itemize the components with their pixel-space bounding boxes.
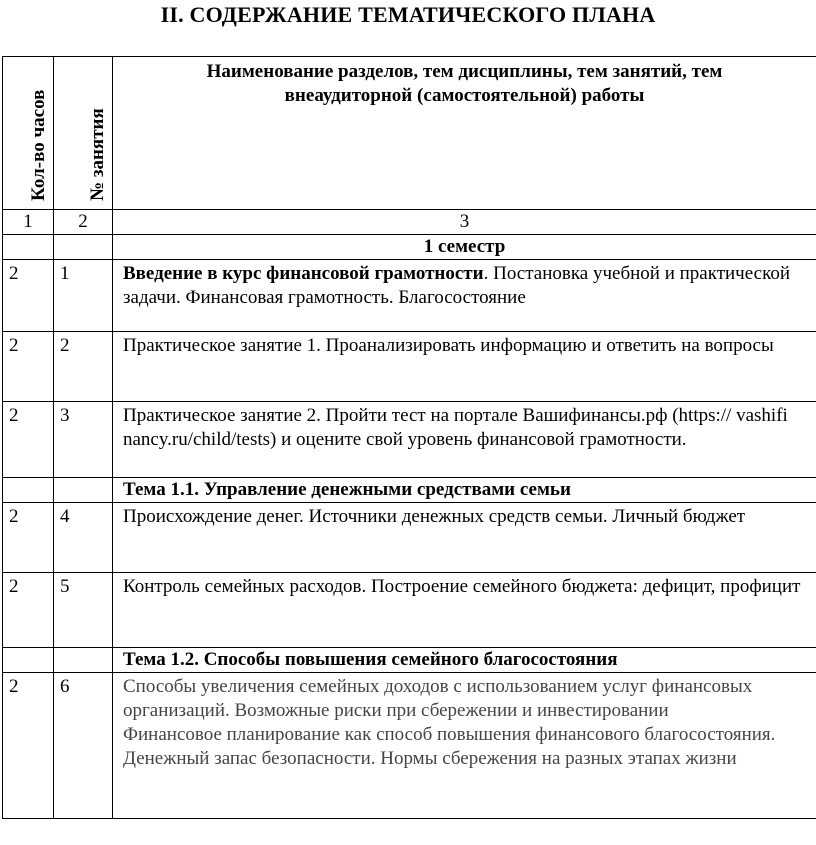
- table-row: [3, 332, 816, 402]
- row-hours: 2: [3, 402, 54, 478]
- theme-title: Тема 1.1. Управление денежными средствами семьи: [113, 478, 816, 503]
- theme-row: [3, 648, 816, 673]
- header-name: Наименование разделов, тем дисциплины, тем занятий, тем внеаудиторной (самостоятельной) работы: [206, 61, 723, 106]
- semester-row: [3, 235, 816, 260]
- row-topic-part-a: Способы увеличения семейных доходов с использованием услуг финансовых организаций. Возможные риски при сбережении и инвестировании: [123, 676, 753, 721]
- row-hours: 2: [3, 503, 54, 573]
- row-topic: Происхождение денег. Источники денежных средств семьи. Личный бюджет: [113, 503, 816, 573]
- row-hours: 2: [3, 332, 54, 402]
- column-number-row: [3, 210, 816, 235]
- header-hours: Кол-во часов: [28, 89, 49, 201]
- row-hours: 2: [3, 573, 54, 648]
- header-row: [3, 57, 816, 210]
- row-topic: [113, 260, 816, 332]
- column-number: 2: [54, 210, 113, 235]
- row-lesson-number: 2: [54, 332, 113, 402]
- row-lesson-number: 5: [54, 573, 113, 648]
- column-number: 1: [3, 210, 54, 235]
- page-title: II. СОДЕРЖАНИЕ ТЕМАТИЧЕСКОГО ПЛАНА: [160, 2, 656, 27]
- table-row: [3, 402, 816, 478]
- row-topic: Контроль семейных расходов. Построение семейного бюджета: дефицит, профицит: [113, 573, 816, 648]
- row-lesson-number: 1: [54, 260, 113, 332]
- row-hours: 2: [3, 673, 54, 819]
- row-lesson-number: 6: [54, 673, 113, 819]
- row-lesson-number: 3: [54, 402, 113, 478]
- header-hours-cell: [3, 57, 54, 210]
- table-row: [3, 673, 816, 819]
- header-name-cell: [113, 57, 816, 210]
- thematic-plan-table: [2, 56, 816, 819]
- semester-label: 1 семестр: [113, 235, 816, 260]
- header-lesson-cell: [54, 57, 113, 210]
- row-topic-text: . Постановка учебной и практической задачи. Финансовая грамотность. Благосостояние: [123, 263, 790, 308]
- table-row: [3, 573, 816, 648]
- row-topic: Практическое занятие 2. Пройти тест на портале Вашифинансы.рф (https:// vashifi nancy.ru/child/tests) и оцените свой уровень финансовой грамотности.: [113, 402, 816, 478]
- theme-title: Тема 1.2. Способы повышения семейного благосостояния: [113, 648, 816, 673]
- theme-row: [3, 478, 816, 503]
- row-topic: Практическое занятие 1. Проанализировать информацию и ответить на вопросы: [113, 332, 816, 402]
- header-lesson-number: № занятия: [87, 108, 108, 201]
- row-topic-part-b: Финансовое планирование как способ повышения финансового благосостояния. Денежный запас безопасности. Нормы сбережения на разных этапах жизни: [123, 724, 776, 769]
- row-topic: [113, 673, 816, 819]
- table-row: [3, 260, 816, 332]
- row-topic-bold: Введение в курс финансовой грамотности: [123, 263, 484, 284]
- row-hours: 2: [3, 260, 54, 332]
- column-number: 3: [113, 210, 816, 235]
- table-row: [3, 503, 816, 573]
- row-lesson-number: 4: [54, 503, 113, 573]
